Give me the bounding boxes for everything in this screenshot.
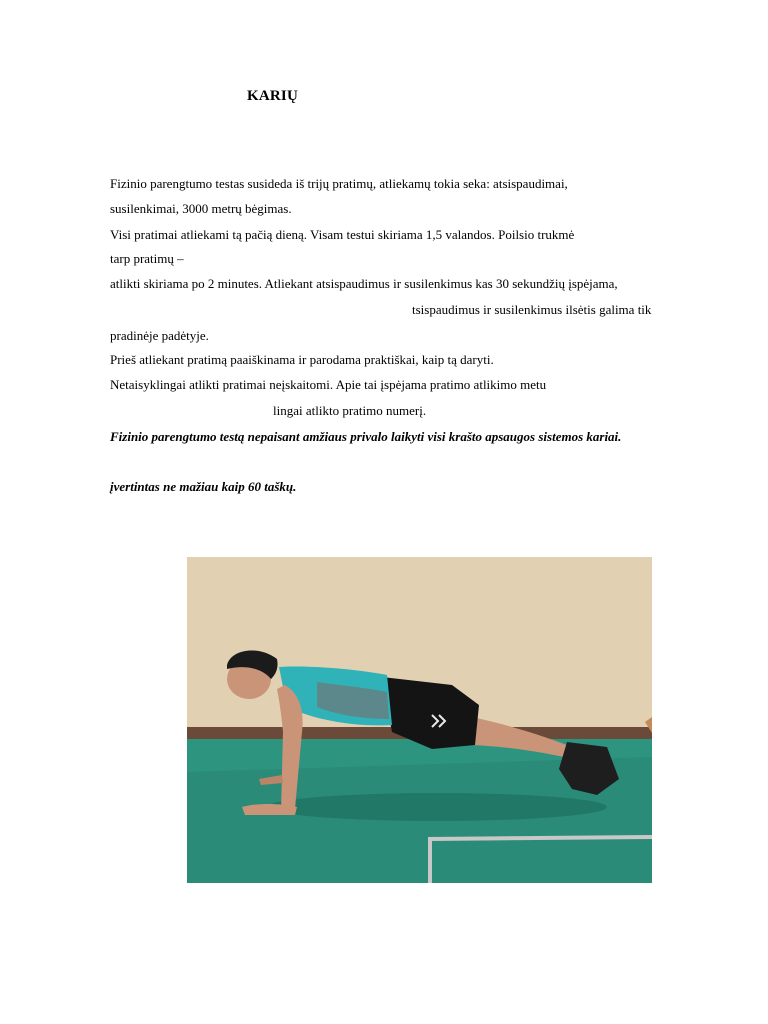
emphasis-line: įvertintas ne mažiau kaip 60 taškų. <box>110 479 297 494</box>
paragraph-line: Visi pratimai atliekami tą pačią dieną. Visam testui skiriama 1,5 valandos. Poilsio trukmė <box>110 227 575 242</box>
pushup-photo <box>187 557 652 883</box>
emphasis-line: Fizinio parengtumo testą nepaisant amžiaus privalo laikyti visi krašto apsaugos sistemos kariai. <box>110 429 622 444</box>
paragraph-line: tarp pratimų – <box>110 251 184 266</box>
paragraph-line: Fizinio parengtumo testas susideda iš trijų pratimų, atliekamų tokia seka: atsispaudimai, <box>110 176 568 191</box>
paragraph-line: atlikti skiriama po 2 minutes. Atliekant atsispaudimus ir susilenkimus kas 30 sekundžių įspėjama, <box>110 276 618 291</box>
paragraph-line: Netaisyklingai atlikti pratimai neįskaitomi. Apie tai įspėjama pratimo atlikimo metu <box>110 377 547 392</box>
document-title: KARIŲ <box>247 88 299 104</box>
paragraph-line: tsispaudimus ir susilenkimus ilsėtis galima tik <box>412 302 652 317</box>
paragraph-line: susilenkimai, 3000 metrų bėgimas. <box>110 201 292 216</box>
paragraph-line: lingai atlikto pratimo numerį. <box>273 403 427 418</box>
paragraph-line: pradinėje padėtyje. <box>110 328 209 343</box>
paragraph-line: Prieš atliekant pratimą paaiškinama ir parodama praktiškai, kaip tą daryti. <box>110 352 494 367</box>
